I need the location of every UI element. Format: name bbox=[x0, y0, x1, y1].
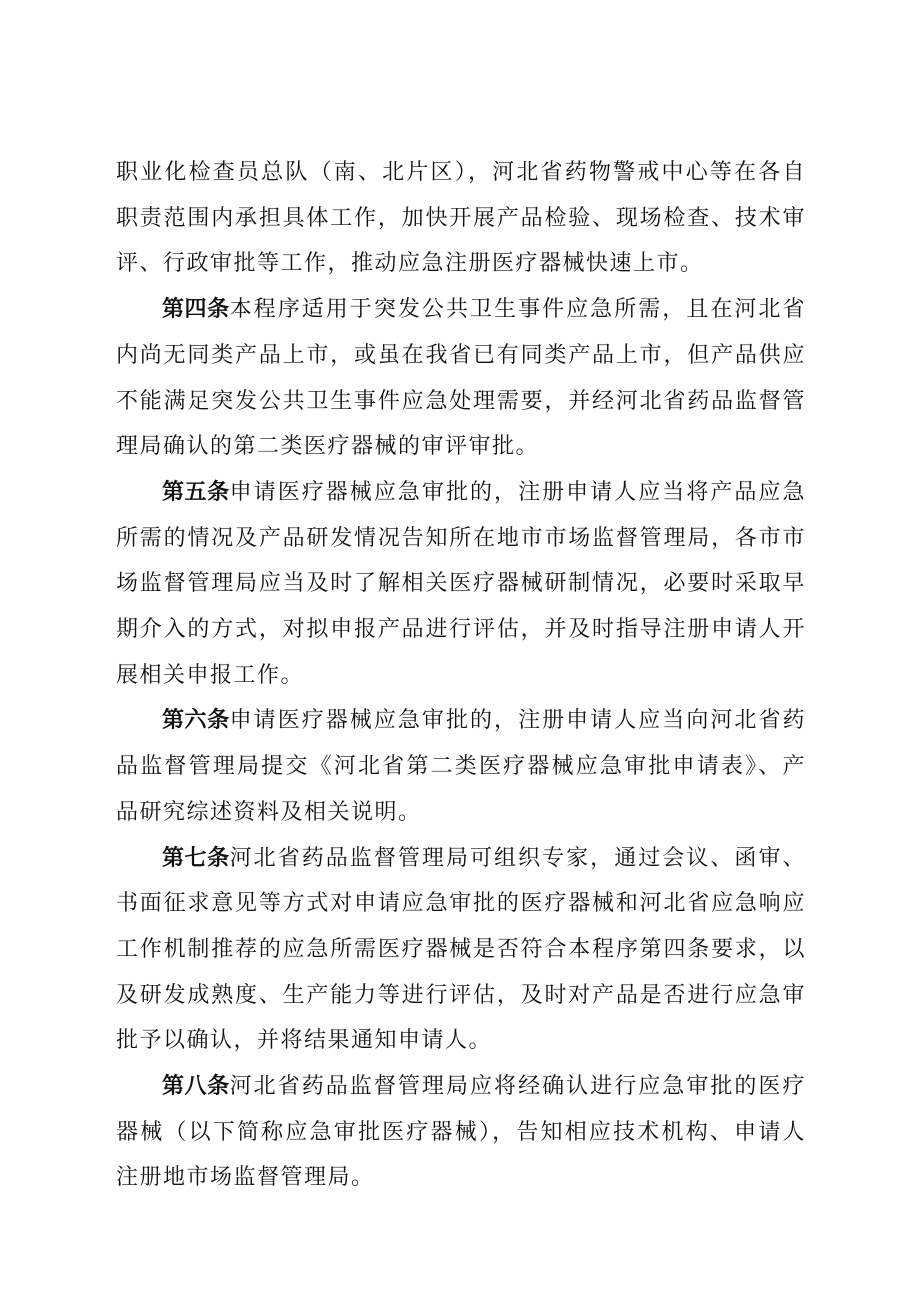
paragraph-continuation bbox=[116, 150, 806, 287]
paragraph-text: 本程序适用于突发公共卫生事件应急所需，且在河北省内尚无同类产品上市，或虽在我省已有同类产品上市，但产品供应不能满足突发公共卫生事件应急处理需要，并经河北省药品监督管理局确认的第二类医疗器械的审评审批。 bbox=[116, 297, 806, 460]
article-7-paragraph bbox=[116, 836, 806, 1065]
article-number: 第五条 bbox=[162, 479, 230, 505]
article-number: 第八条 bbox=[162, 1074, 230, 1100]
document-body bbox=[116, 150, 806, 1201]
article-8-paragraph bbox=[116, 1064, 806, 1201]
article-5-paragraph bbox=[116, 470, 806, 699]
article-4-paragraph bbox=[116, 287, 806, 470]
article-number: 第六条 bbox=[162, 708, 230, 734]
paragraph-text: 申请医疗器械应急审批的，注册申请人应当向河北省药品监督管理局提交《河北省第二类医疗器械应急审批申请表》、产品研究综述资料及相关说明。 bbox=[116, 708, 806, 825]
paragraph-text: 河北省药品监督管理局应将经确认进行应急审批的医疗器械（以下简称应急审批医疗器械），告知相应技术机构、申请人注册地市场监督管理局。 bbox=[116, 1074, 806, 1191]
paragraph-text: 申请医疗器械应急审批的，注册申请人应当将产品应急所需的情况及产品研发情况告知所在地市市场监督管理局，各市市场监督管理局应当及时了解相关医疗器械研制情况，必要时采取早期介入的方式，对拟申报产品进行评估，并及时指导注册申请人开展相关申报工作。 bbox=[116, 479, 806, 688]
article-number: 第四条 bbox=[162, 297, 230, 323]
article-number: 第七条 bbox=[162, 845, 230, 871]
article-6-paragraph bbox=[116, 698, 806, 835]
paragraph-text: 河北省药品监督管理局可组织专家，通过会议、函审、书面征求意见等方式对申请应急审批的医疗器械和河北省应急响应工作机制推荐的应急所需医疗器械是否符合本程序第四条要求，以及研发成熟度、生产能力等进行评估，及时对产品是否进行应急审批予以确认，并将结果通知申请人。 bbox=[116, 845, 806, 1054]
paragraph-text: 职业化检查员总队（南、北片区），河北省药物警戒中心等在各自职责范围内承担具体工作，加快开展产品检验、现场检查、技术审评、行政审批等工作，推动应急注册医疗器械快速上市。 bbox=[116, 160, 806, 277]
